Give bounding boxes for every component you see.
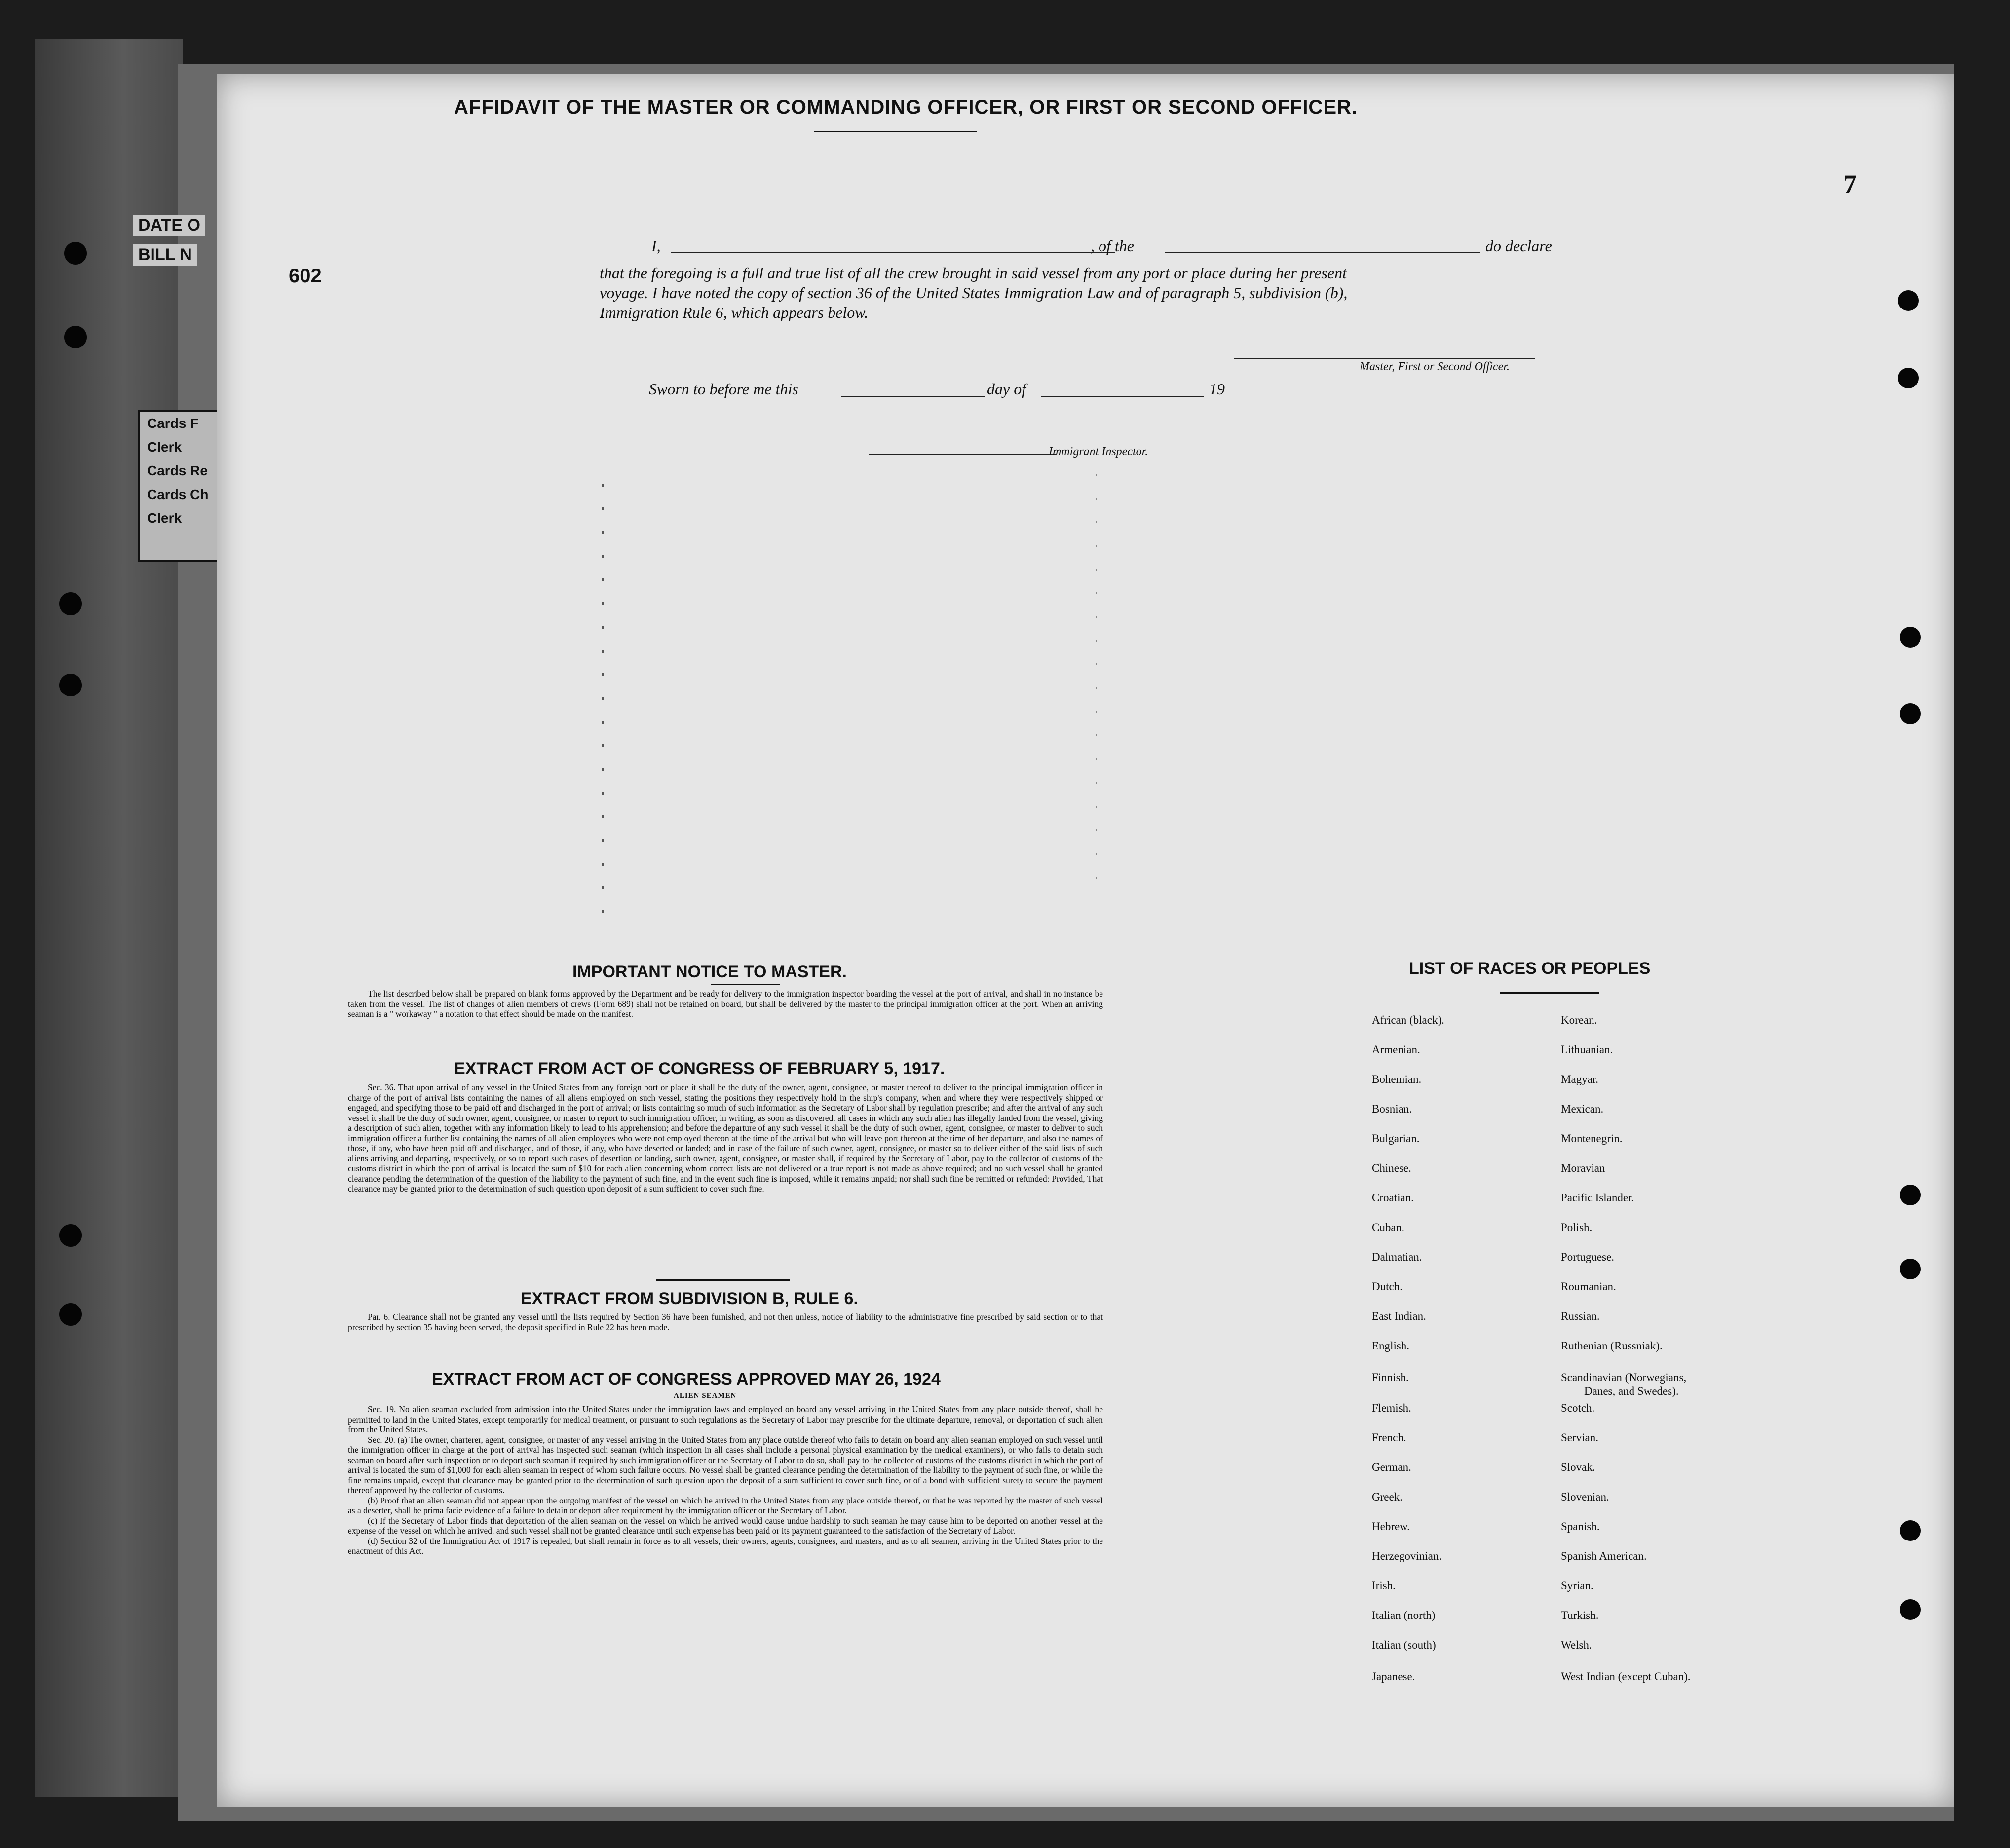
- race-item: Italian (north): [1372, 1609, 1436, 1621]
- affidavit-do-declare: do declare: [1485, 237, 1552, 255]
- race-item: West Indian (except Cuban).: [1561, 1670, 1691, 1683]
- race-item: Bosnian.: [1372, 1103, 1412, 1115]
- race-item: Flemish.: [1372, 1402, 1411, 1414]
- race-item: Welsh.: [1561, 1639, 1592, 1651]
- cards-label-3: Cards Re: [147, 463, 208, 478]
- cards-label-2: Clerk: [147, 439, 182, 455]
- title-rule: [814, 131, 977, 132]
- day-of: day of: [987, 380, 1026, 398]
- race-item: Polish.: [1561, 1221, 1593, 1233]
- extract-rule6-title: EXTRACT FROM SUBDIVISION B, RULE 6.: [521, 1289, 858, 1308]
- punch-hole: [1898, 368, 1919, 388]
- race-item: African (black).: [1372, 1014, 1444, 1026]
- punch-hole: [1900, 1599, 1921, 1620]
- race-item: Spanish.: [1561, 1520, 1600, 1533]
- punch-hole: [1898, 290, 1919, 311]
- extract-1924-text: [348, 1404, 1103, 1556]
- affidavit-title: AFFIDAVIT OF THE MASTER OR COMMANDING OFFICER, OR FIRST OR SECOND OFFICER.: [454, 96, 1358, 118]
- race-item: Hebrew.: [1372, 1520, 1410, 1533]
- race-item: Japanese.: [1372, 1670, 1415, 1683]
- alien-seamen-subtitle: ALIEN SEAMEN: [674, 1392, 737, 1400]
- name-blank: [671, 252, 1115, 253]
- race-item: Slovak.: [1561, 1461, 1595, 1473]
- race-item: German.: [1372, 1461, 1411, 1473]
- inspector-label: Immigrant Inspector.: [1049, 445, 1148, 458]
- binder-hole: [64, 242, 87, 265]
- race-item: Syrian.: [1561, 1579, 1593, 1592]
- faint-column-marks: [602, 484, 604, 928]
- inspector-signature-line: [869, 454, 1056, 455]
- extract-rule6-paragraph: Par. 6. Clearance shall not be granted any vessel until the lists required by Section 36 have been furnished, and not then unless, notice of liability to the administrative fine prescribed by said section or to that prescribed by section 35 having been served, the deposit specified in Rule 22 has been made.: [348, 1312, 1103, 1332]
- punch-hole: [1900, 703, 1921, 724]
- race-item: Roumanian.: [1561, 1280, 1616, 1293]
- year-prefix: 19: [1209, 380, 1225, 398]
- race-item: Pacific Islander.: [1561, 1192, 1634, 1204]
- race-item: Bohemian.: [1372, 1073, 1422, 1085]
- binder-hole: [59, 1303, 82, 1326]
- vessel-blank: [1165, 252, 1480, 253]
- binder-hole: [59, 674, 82, 696]
- race-item: Bulgarian.: [1372, 1132, 1420, 1145]
- sworn-prefix: Sworn to before me this: [649, 380, 798, 398]
- races-rule: [1500, 992, 1599, 994]
- faint-column-marks: [1096, 474, 1097, 879]
- race-item: Moravian: [1561, 1162, 1605, 1174]
- stamp-number: 602: [289, 265, 322, 287]
- race-item: Dutch.: [1372, 1280, 1403, 1293]
- notice-text: [348, 989, 1103, 1019]
- race-item: French.: [1372, 1431, 1406, 1444]
- side-label-date: DATE O: [133, 215, 205, 236]
- race-item: Scandinavian (Norwegians,: [1561, 1371, 1687, 1384]
- extract-1917-text: [348, 1082, 1103, 1194]
- affidavit-line-2: voyage. I have noted the copy of section 36 of the United States Immigration Law and of paragraph 5, subdivision (b),: [600, 284, 1348, 302]
- notice-rule: [711, 984, 780, 985]
- affidavit-line-3: Immigration Rule 6, which appears below.: [600, 304, 869, 321]
- punch-hole: [1900, 1520, 1921, 1541]
- affidavit-line-1: that the foregoing is a full and true list of all the crew brought in said vessel from any port or place during her present: [600, 264, 1347, 282]
- notice-paragraph: The list described below shall be prepared on blank forms approved by the Department and be ready for delivery to the immigration inspector boarding the vessel at the port of arrival, and shall in no instance be taken from the vessel. The list of changes of alien members of crews (Form 689) shall not be retained on board, but shall be delivered by the master to the principal immigration officer at the port. When an arriving seaman is a " workaway " a notation to that effect should be made on the manifest.: [348, 989, 1103, 1019]
- punch-hole: [1900, 1259, 1921, 1279]
- master-signature-line: [1234, 358, 1535, 359]
- section-rule: [656, 1279, 790, 1281]
- punch-hole: [1900, 627, 1921, 648]
- extract-1924-title: EXTRACT FROM ACT OF CONGRESS APPROVED MAY 26, 1924: [432, 1370, 941, 1388]
- binder-edge: [35, 39, 183, 1797]
- race-item: Servian.: [1561, 1431, 1599, 1444]
- affidavit-i: I,: [651, 237, 661, 255]
- month-blank: [1041, 396, 1204, 397]
- day-blank: [841, 396, 985, 397]
- cards-label-5: Clerk: [147, 510, 182, 526]
- notice-title: IMPORTANT NOTICE TO MASTER.: [572, 962, 847, 981]
- binder-hole: [59, 1224, 82, 1247]
- extract-1924-paragraph: Sec. 19. No alien seaman excluded from admission into the United States under the immigration laws and employed on board any vessel arriving in the United States from any place outside thereof, shall be permitted to land in the United States, except temporarily for medical treatment, or pursuant to such regulations as the Secretary of Labor may prescribe for the ultimate departure, removal, or deportation of such alien from the United States.: [348, 1404, 1103, 1434]
- extract-1924-paragraph: (d) Section 32 of the Immigration Act of 1917 is repealed, but shall remain in force as to all vessels, their owners, agents, consignees, and masters, and as to all seamen, arriving in the United States prior to the enactment of this Act.: [348, 1536, 1103, 1556]
- binder-hole: [59, 592, 82, 615]
- race-item: Russian.: [1561, 1310, 1600, 1322]
- master-label: Master, First or Second Officer.: [1360, 360, 1510, 373]
- extract-rule6-text: [348, 1312, 1103, 1332]
- race-item: Mexican.: [1561, 1103, 1604, 1115]
- race-item: Korean.: [1561, 1014, 1597, 1026]
- corner-mark: 7: [1843, 169, 1857, 199]
- punch-hole: [1900, 1185, 1921, 1205]
- race-item: Slovenian.: [1561, 1491, 1609, 1503]
- races-title: LIST OF RACES OR PEOPLES: [1409, 959, 1651, 978]
- race-item: Irish.: [1372, 1579, 1396, 1592]
- race-item: Armenian.: [1372, 1043, 1420, 1056]
- race-item: Turkish.: [1561, 1609, 1599, 1621]
- extract-1917-title: EXTRACT FROM ACT OF CONGRESS OF FEBRUARY 5, 1917.: [454, 1059, 945, 1078]
- cards-label-4: Cards Ch: [147, 487, 209, 502]
- race-item: Croatian.: [1372, 1192, 1414, 1204]
- cards-label-1: Cards F: [147, 416, 199, 431]
- race-item: Montenegrin.: [1561, 1132, 1623, 1145]
- race-item: Italian (south): [1372, 1639, 1436, 1651]
- race-item: Portuguese.: [1561, 1251, 1614, 1263]
- race-item: Magyar.: [1561, 1073, 1599, 1085]
- race-item: Scotch.: [1561, 1402, 1595, 1414]
- race-item: Greek.: [1372, 1491, 1403, 1503]
- extract-1917-paragraph: Sec. 36. That upon arrival of any vessel in the United States from any foreign port or place it shall be the duty of the owner, agent, consignee, or master thereof to deliver to the principal immigration officer in charge of the port of arrival lists containing the names of all aliens employed on such vessel, stating the positions they respectively hold in the ship's company, when and where they were respectively shipped or engaged, and specifying those to be paid off and discharged in the port of arrival; or lists containing so much of such information as the Secretary of Labor shall by regulation prescribe; and after the arrival of any such vessel it shall be the duty of such owner, agent, consignee, or master to report to such immigration officer, in writing, as soon as discovered, all cases in which any such alien has illegally landed from the vessel, giving a description of such alien, together with any information likely to lead to his apprehension; and before the departure of any such vessel it shall be the duty of such owner, agent, consignee, or master to deliver to such immigration officer a further list containing the names of all alien employees who were not employed thereon at the time of the arrival but who will leave port thereon at the time of her departure, and also the names of those, if any, who have been paid off and discharged, and of those, if any, who have deserted or landed; and in case of the failure of such owner, agent, consignee, or master so to deliver either of the said lists of such aliens arriving and departing, respectively, or so to report such cases of desertion or landing, such owner, agent, consignee, or master shall, if required by the Secretary of Labor, pay to the collector of customs of the customs district in which the port of arrival is located the sum of $10 for each alien concerning whom correct lists are not delivered or a true report is not made as above required; and no such vessel shall be granted clearance pending the determination of the question of the liability to the payment of such fine, and in the event such fine is imposed, while it remains unpaid; nor shall such fine be remitted or refunded: Provided, That clearance may be granted prior to the determination of such question upon deposit of a sum sufficient to cover such fine.: [348, 1082, 1103, 1194]
- race-item: Chinese.: [1372, 1162, 1411, 1174]
- affidavit-of-the: , of the: [1091, 237, 1134, 255]
- race-item: Lithuanian.: [1561, 1043, 1613, 1056]
- binder-hole: [64, 326, 87, 348]
- extract-1924-paragraph: (c) If the Secretary of Labor finds that deportation of the alien seaman on the vessel on which he arrived would cause undue hardship to such seaman he may cause him to be deported on another vessel at the expense of the vessel on which he arrived, and such vessel shall not be granted clearance until such expense has been paid or its payment guaranteed to the satisfaction of the Secretary of Labor.: [348, 1515, 1103, 1536]
- race-item: Cuban.: [1372, 1221, 1404, 1233]
- race-item-continued: Danes, and Swedes).: [1584, 1385, 1679, 1397]
- race-item: East Indian.: [1372, 1310, 1426, 1322]
- race-item: Herzegovinian.: [1372, 1550, 1442, 1562]
- race-item: Spanish American.: [1561, 1550, 1647, 1562]
- race-item: Finnish.: [1372, 1371, 1409, 1384]
- race-item: Dalmatian.: [1372, 1251, 1422, 1263]
- extract-1924-paragraph: Sec. 20. (a) The owner, charterer, agent, consignee, or master of any vessel arriving in the United States from any place outside thereof who fails to detain on board any alien seaman employed on such vessel until the immigration officer in charge at the port of arrival has inspected such seaman (which inspection in all cases shall include a personal physical examination by the medical examiners), or who fails to detain such seaman on board after such inspection or to deport such seaman if required by such immigration officer or the Secretary of Labor to do so, shall pay to the collector of customs of the customs district in which the port of arrival is located the sum of $1,000 for each alien seaman in respect of whom such failure occurs. No vessel shall be granted clearance pending the determination of the liability to the payment of such fine, or while the fine remains unpaid, except that clearance may be granted prior to the determination of such question upon the deposit of a sum sufficient to cover such fine, or of a bond with sufficient surety to secure the payment thereof approved by the collector of customs.: [348, 1434, 1103, 1495]
- race-item: English.: [1372, 1340, 1410, 1352]
- extract-1924-paragraph: (b) Proof that an alien seaman did not appear upon the outgoing manifest of the vessel on which he arrived in the United States from any place outside thereof, or that he was reported by the master of such vessel as a deserter, shall be prima facie evidence of a failure to detain or deport after requirement by the immigration officer or the Secretary of Labor.: [348, 1495, 1103, 1515]
- side-label-bill: BILL N: [133, 244, 197, 266]
- race-item: Ruthenian (Russniak).: [1561, 1340, 1663, 1352]
